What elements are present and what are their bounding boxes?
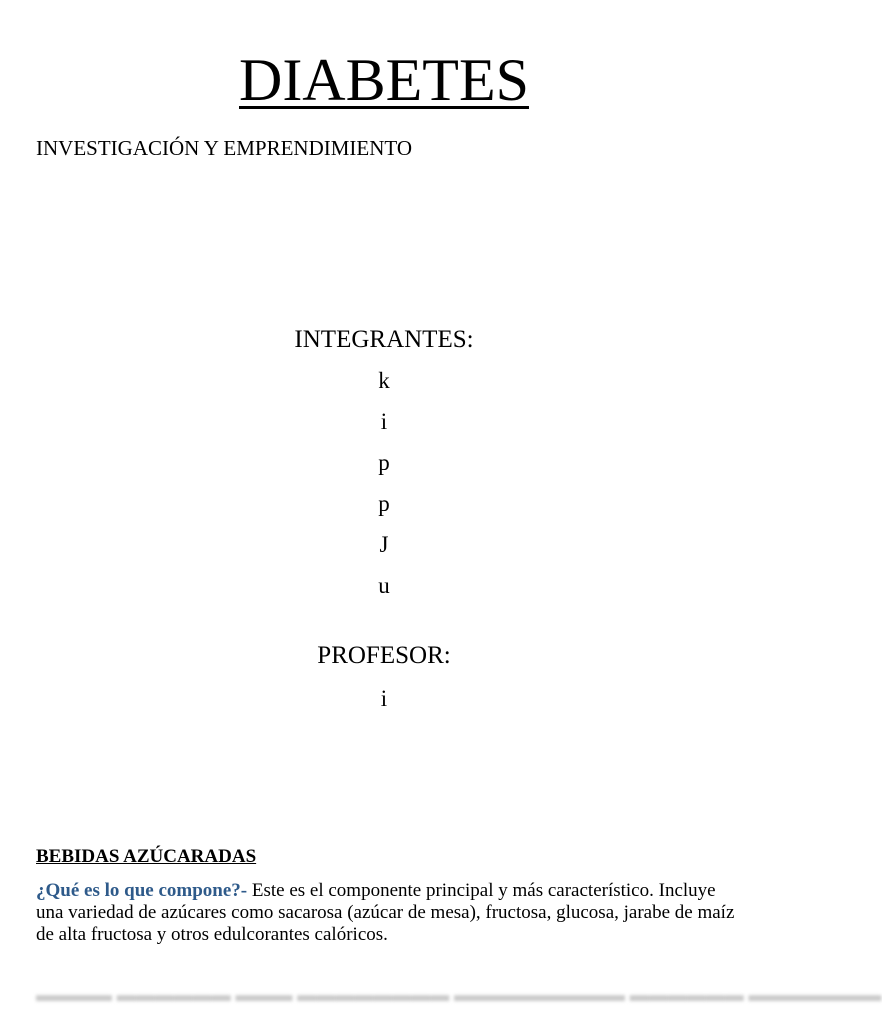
document-title: DIABETES xyxy=(239,47,529,113)
member-name: k xyxy=(378,368,390,393)
member-name: i xyxy=(380,409,388,434)
blurred-text-line: ▬▬▬▬ ▬▬▬▬▬▬ ▬▬▬ ▬▬▬▬▬▬▬▬ ▬▬▬▬▬▬▬▬▬ ▬▬▬▬▬▬ ▬▬▬▬▬▬▬ xyxy=(36,985,882,1006)
section-paragraph xyxy=(36,880,736,946)
answer-text: Este es el componente principal y más característico. Incluye una variedad de azúcares como sacarosa (azúcar de mesa), fructosa, glucosa, jarabe de maíz de alta fructosa y otros edulcorantes calóricos. xyxy=(36,880,735,945)
professor-heading: PROFESOR: xyxy=(317,642,451,669)
member-name: J xyxy=(379,532,389,557)
section-heading: BEBIDAS AZÚCARADAS xyxy=(36,846,257,867)
member-name: u xyxy=(378,573,390,598)
question-label: ¿Qué es lo que compone?- xyxy=(36,880,248,901)
member-name: p xyxy=(378,450,390,475)
members-heading: INTEGRANTES: xyxy=(294,326,474,353)
member-name: p xyxy=(378,491,390,516)
professor-name: i xyxy=(380,686,388,711)
members-list xyxy=(0,365,768,611)
document-subtitle: INVESTIGACIÓN Y EMPRENDIMIENTO xyxy=(36,136,413,160)
